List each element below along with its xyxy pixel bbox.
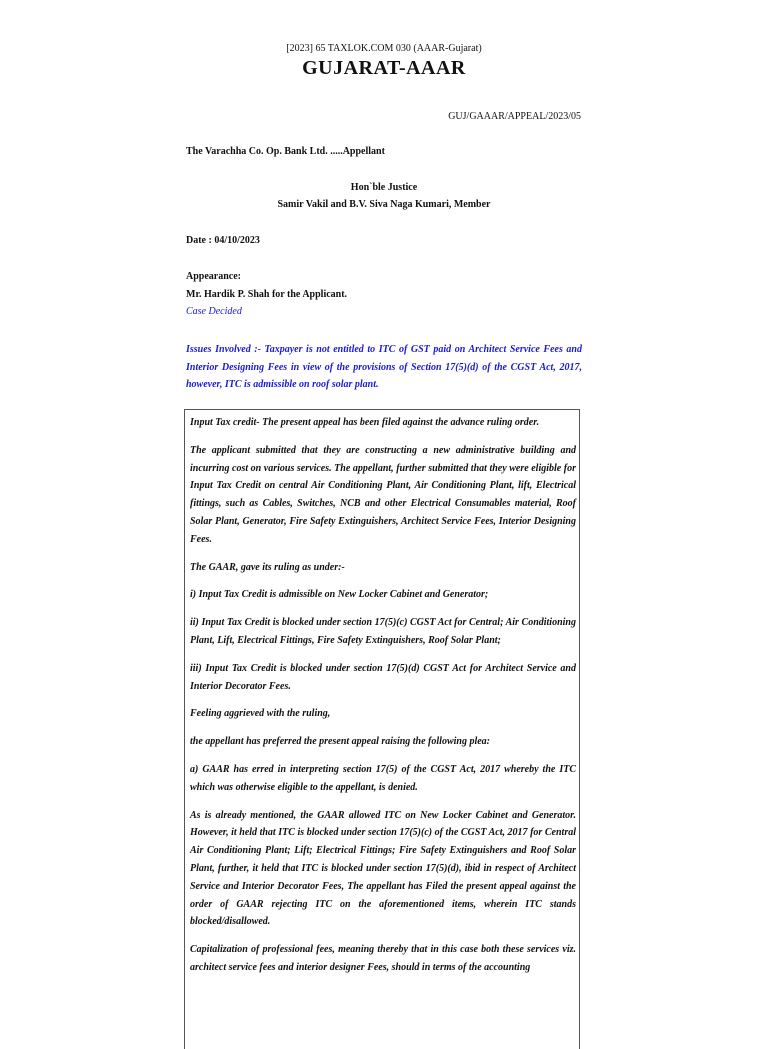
summary-paragraph: Input Tax credit- The present appeal has been filed against the advance ruling order. — [190, 417, 540, 428]
summary-paragraph: iii) Input Tax Credit is blocked under section 17(5)(d) CGST Act for Architect Service and Interior Decorator Fees. — [190, 662, 576, 692]
reference-number: GUJ/GAAAR/APPEAL/2023/05 — [448, 111, 581, 122]
decision-date: Date : 04/10/2023 — [186, 235, 260, 246]
summary-box — [184, 409, 580, 1049]
summary-paragraph: the appellant has preferred the present appeal raising the following plea: — [190, 736, 491, 748]
summary-paragraph: a) GAAR has erred in interpreting section 17(5) of the CGST Act, 2017 whereby the ITC which was otherwise eligible to the appellant, is denied. — [190, 763, 576, 793]
bench-line-2: Samir Vakil and B.V. Siva Naga Kumari, Member — [277, 199, 491, 210]
summary-paragraph: i) Input Tax Credit is admissible on New Locker Cabinet and Generator; — [190, 589, 489, 601]
summary-paragraph: As is already mentioned, the GAAR allowed ITC on New Locker Cabinet and Generator. However, it held that ITC is blocked under section 17(5)(c) of the CGST Act, 2017 for Central Air Conditioning Plant; Lift; Electrical Fittings; Fire Safety Extinguishers and Roof Solar Plant, further, it held that ITC is blocked under section 17(5)(d), ibid in respect of Architect Service and Interior Decorator Fees, The appellant has Filed the present appeal against the order of GAAR rejecting ITC on the aforementioned items, wherein ITC stands blocked/disallowed. — [190, 809, 576, 928]
bench-line-1: Hon`ble Justice — [350, 182, 418, 193]
citation: [2023] 65 TAXLOK.COM 030 (AAAR-Gujarat) — [286, 43, 482, 54]
summary-paragraph: The GAAR, gave its ruling as under:- — [190, 561, 345, 573]
summary-paragraph: ii) Input Tax Credit is blocked under section 17(5)(c) CGST Act for Central; Air Conditioning Plant, Lift, Electrical Fittings, Fire Safety Extinguishers, Roof Solar Plant; — [190, 617, 576, 646]
appearance-label: Appearance: — [186, 271, 241, 282]
document-title: GUJARAT-AAAR — [302, 57, 466, 79]
summary-paragraph: Feeling aggrieved with the ruling, — [190, 708, 331, 720]
case-status: Case Decided — [186, 306, 242, 317]
summary-paragraph: Capitalization of professional fees, meaning thereby that in this case both these services viz. architect service fees and interior designer Fees, should in terms of the accounting — [190, 944, 576, 973]
counsel: Mr. Hardik P. Shah for the Applicant. — [186, 289, 348, 300]
parties: The Varachha Co. Op. Bank Ltd. .....Appellant — [186, 146, 385, 157]
summary-paragraph: The applicant submitted that they are constructing a new administrative building and incurring cost on various services. The appellant, further submitted that they were eligible for Input Tax Credit on central Air Conditioning Plant, Air Conditioning Plant, lift, Electrical fittings, such as Cables, Switches, NCB and other Electrical Consumables material, Roof Solar Plant, Generator, Fire Safety Extinguishers, Architect Service Fees, Interior Designing Fees. — [190, 444, 576, 545]
issues-involved: Issues Involved :- Taxpayer is not entitled to ITC of GST paid on Architect Service Fees and Interior Designing Fees in view of the provisions of Section 17(5)(d) of the CGST Act, 2017, however, ITC is admissible on roof solar plant. — [186, 344, 582, 391]
